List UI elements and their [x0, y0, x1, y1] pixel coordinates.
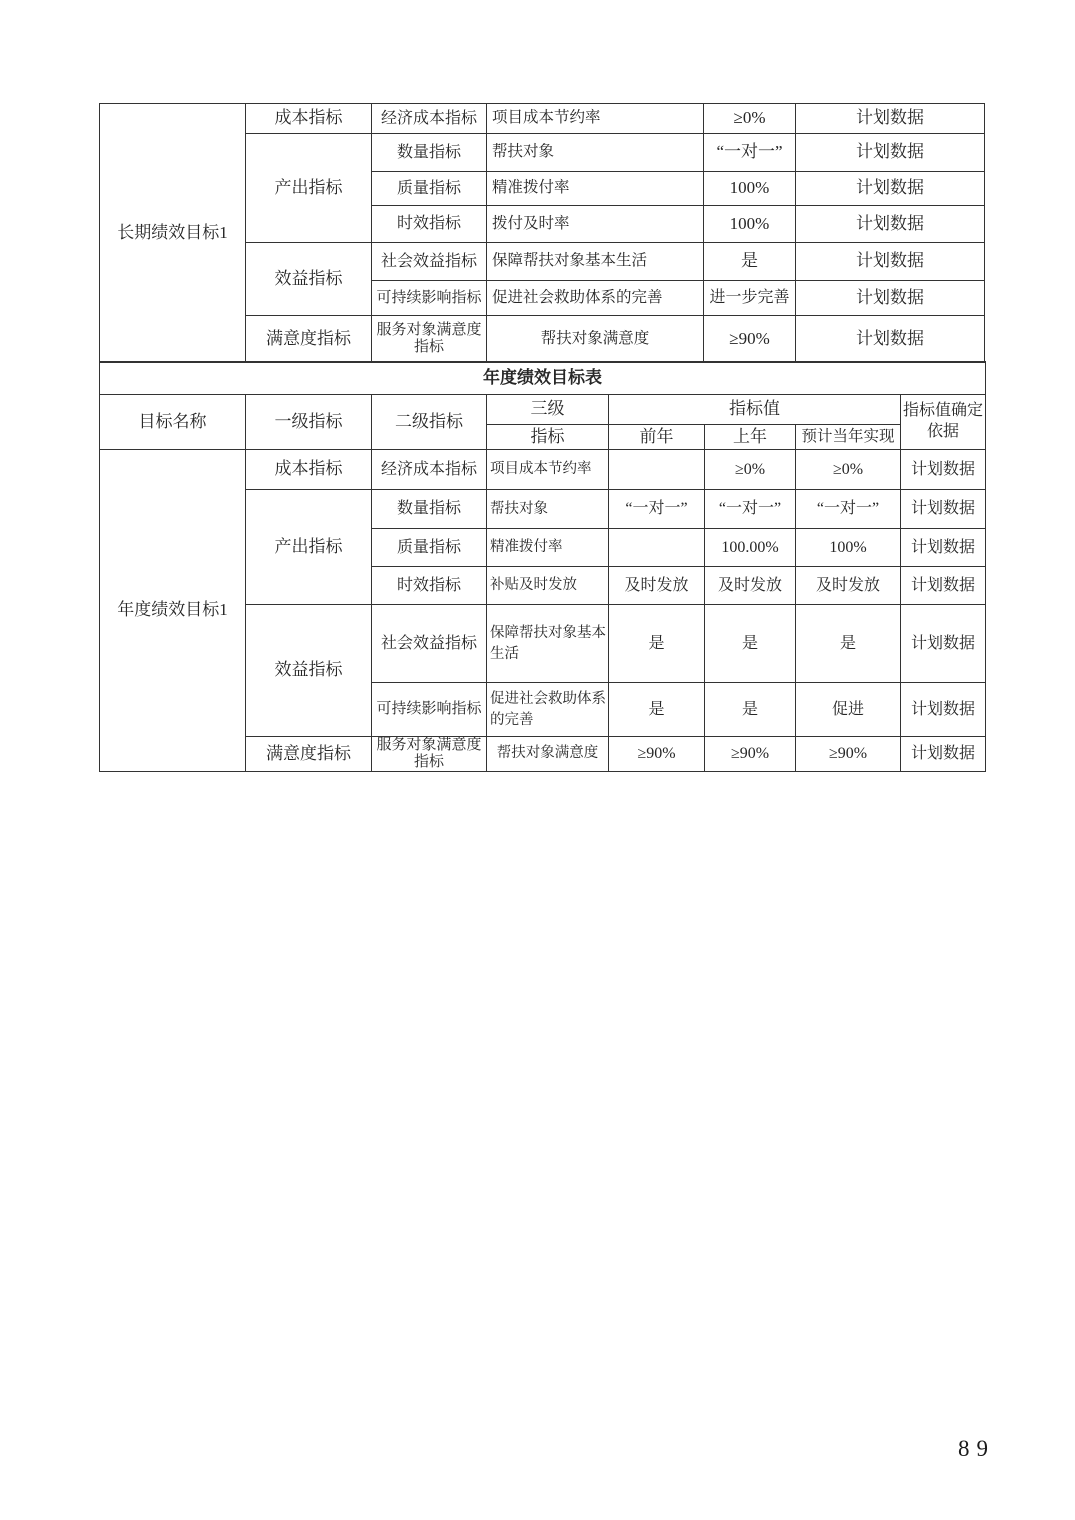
- basis-cell: 计划数据: [901, 567, 986, 605]
- last-year-value-cell: ≥0%: [705, 450, 796, 490]
- annual-table-title: 年度绩效目标表: [100, 362, 986, 395]
- level2-indicator-cell: 质量指标: [372, 529, 487, 567]
- level3-indicator-cell: 促进社会救助体系的完善: [487, 683, 609, 737]
- last-year-value-cell: “一对一”: [705, 490, 796, 529]
- level3-indicator-cell: 帮扶对象: [487, 490, 609, 529]
- level3-indicator-cell: 保障帮扶对象基本生活: [487, 243, 704, 281]
- level3-indicator-cell: 帮扶对象: [487, 134, 704, 172]
- target-value-cell: 进一步完善: [704, 281, 796, 316]
- header-level3-bottom: 指标: [487, 425, 609, 450]
- basis-cell: 计划数据: [796, 104, 985, 134]
- current-year-value-cell: 是: [796, 605, 901, 683]
- level3-indicator-cell: 保障帮扶对象基本生活: [487, 605, 609, 683]
- level3-indicator-cell: 补贴及时发放: [487, 567, 609, 605]
- level2-indicator-cell: 经济成本指标: [372, 450, 487, 490]
- year-before-last-value-cell: 及时发放: [609, 567, 705, 605]
- level3-indicator-cell: 促进社会救助体系的完善: [487, 281, 704, 316]
- year-before-last-value-cell: [609, 450, 705, 490]
- level3-indicator-cell: 帮扶对象满意度: [487, 316, 704, 363]
- level2-indicator-cell: 时效指标: [372, 206, 487, 243]
- level1-indicator-cell: 成本指标: [246, 104, 372, 134]
- level3-indicator-cell: 项目成本节约率: [487, 450, 609, 490]
- goal-name-cell: 年度绩效目标1: [100, 450, 246, 772]
- current-year-value-cell: ≥0%: [796, 450, 901, 490]
- header-level2: 二级指标: [372, 395, 487, 450]
- current-year-value-cell: 促进: [796, 683, 901, 737]
- long-term-goal-table: [99, 103, 985, 363]
- header-basis: 指标值确定依据: [901, 395, 986, 450]
- header-level3-top: 三级: [487, 395, 609, 425]
- target-value-cell: 是: [704, 243, 796, 281]
- basis-cell: 计划数据: [796, 281, 985, 316]
- year-before-last-value-cell: 是: [609, 605, 705, 683]
- level1-indicator-cell: 满意度指标: [246, 737, 372, 772]
- basis-cell: 计划数据: [901, 529, 986, 567]
- page-number: 89: [958, 1436, 995, 1461]
- target-value-cell: 100%: [704, 206, 796, 243]
- basis-cell: 计划数据: [901, 450, 986, 490]
- level3-indicator-cell: 精准拨付率: [487, 529, 609, 567]
- target-value-cell: “一对一”: [704, 134, 796, 172]
- current-year-value-cell: 100%: [796, 529, 901, 567]
- level2-indicator-cell: 可持续影响指标: [372, 683, 487, 737]
- header-current-year-expected: 预计当年实现: [796, 425, 901, 450]
- basis-cell: 计划数据: [796, 206, 985, 243]
- basis-cell: 计划数据: [796, 243, 985, 281]
- basis-cell: 计划数据: [901, 490, 986, 529]
- basis-cell: 计划数据: [796, 316, 985, 363]
- basis-cell: 计划数据: [901, 605, 986, 683]
- last-year-value-cell: 100.00%: [705, 529, 796, 567]
- header-year-before-last: 前年: [609, 425, 705, 450]
- year-before-last-value-cell: “一对一”: [609, 490, 705, 529]
- level1-indicator-cell: 产出指标: [246, 134, 372, 243]
- level3-indicator-cell: 精准拨付率: [487, 172, 704, 206]
- level2-indicator-cell: 质量指标: [372, 172, 487, 206]
- year-before-last-value-cell: [609, 529, 705, 567]
- current-year-value-cell: “一对一”: [796, 490, 901, 529]
- header-level1: 一级指标: [246, 395, 372, 450]
- current-year-value-cell: ≥90%: [796, 737, 901, 772]
- level2-indicator-cell: 数量指标: [372, 134, 487, 172]
- level1-indicator-cell: 效益指标: [246, 605, 372, 737]
- level2-indicator-cell: 社会效益指标: [372, 605, 487, 683]
- year-before-last-value-cell: ≥90%: [609, 737, 705, 772]
- last-year-value-cell: 及时发放: [705, 567, 796, 605]
- level1-indicator-cell: 满意度指标: [246, 316, 372, 363]
- level3-indicator-cell: 帮扶对象满意度: [487, 737, 609, 772]
- last-year-value-cell: ≥90%: [705, 737, 796, 772]
- current-year-value-cell: 及时发放: [796, 567, 901, 605]
- level2-indicator-cell: 服务对象满意度指标: [372, 737, 487, 772]
- target-value-cell: ≥0%: [704, 104, 796, 134]
- basis-cell: 计划数据: [796, 134, 985, 172]
- header-value-group: 指标值: [609, 395, 901, 425]
- header-last-year: 上年: [705, 425, 796, 450]
- last-year-value-cell: 是: [705, 605, 796, 683]
- level2-indicator-cell: 服务对象满意度指标: [372, 316, 487, 363]
- level1-indicator-cell: 效益指标: [246, 243, 372, 316]
- level2-indicator-cell: 数量指标: [372, 490, 487, 529]
- year-before-last-value-cell: 是: [609, 683, 705, 737]
- annual-goal-table: [99, 361, 986, 772]
- level2-indicator-cell: 可持续影响指标: [372, 281, 487, 316]
- level2-indicator-cell: 社会效益指标: [372, 243, 487, 281]
- basis-cell: 计划数据: [901, 737, 986, 772]
- basis-cell: 计划数据: [796, 172, 985, 206]
- target-value-cell: 100%: [704, 172, 796, 206]
- level1-indicator-cell: 产出指标: [246, 490, 372, 605]
- goal-name-cell: 长期绩效目标1: [100, 104, 246, 363]
- level2-indicator-cell: 经济成本指标: [372, 104, 487, 134]
- level3-indicator-cell: 项目成本节约率: [487, 104, 704, 134]
- level1-indicator-cell: 成本指标: [246, 450, 372, 490]
- target-value-cell: ≥90%: [704, 316, 796, 363]
- header-goal-name: 目标名称: [100, 395, 246, 450]
- level2-indicator-cell: 时效指标: [372, 567, 487, 605]
- last-year-value-cell: 是: [705, 683, 796, 737]
- basis-cell: 计划数据: [901, 683, 986, 737]
- level3-indicator-cell: 拨付及时率: [487, 206, 704, 243]
